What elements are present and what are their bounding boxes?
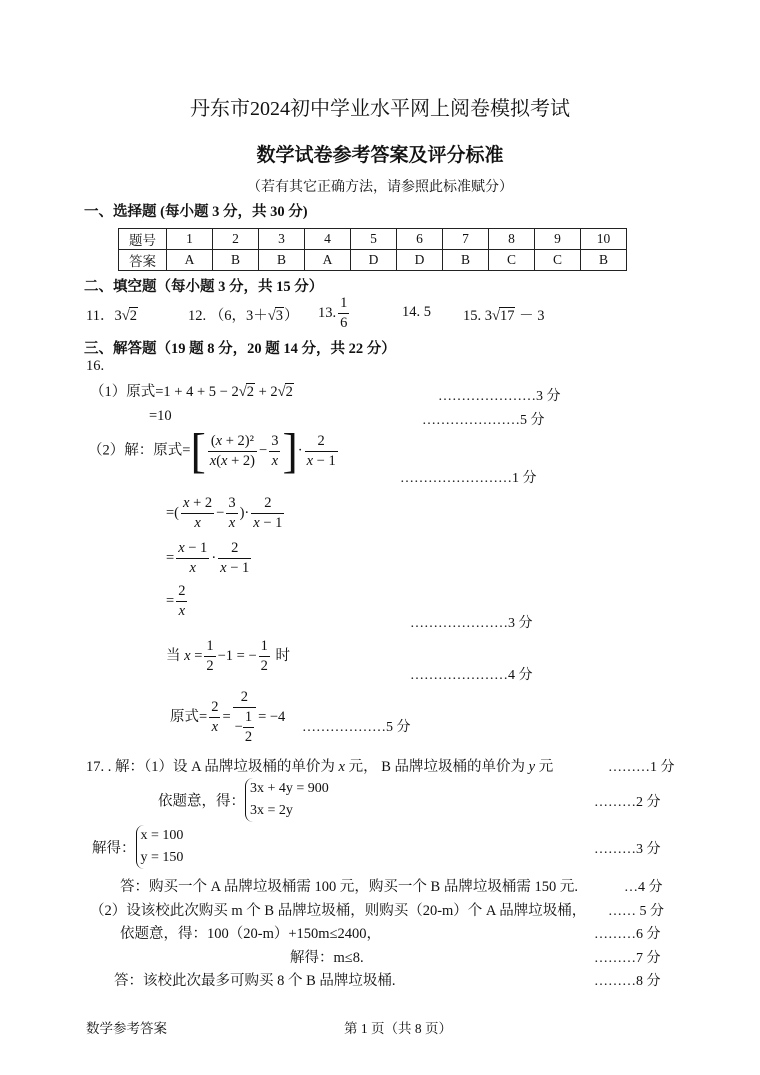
section-1-heading: 一、选择题 (每小题 3 分，共 30 分) xyxy=(84,204,308,220)
fraction: $\frac{1}{2}$ xyxy=(206,638,214,674)
page-title: 丹东市2024初中学业水平网上阅卷模拟考试 xyxy=(190,98,570,120)
q16-part1-result: =10 xyxy=(149,408,172,424)
q16-part2-line2: =( $\frac{x + 2}{x}$ − $\frac{3}{x}$ )· $\frac{2}{x - 1}$ xyxy=(166,495,283,531)
score-dots: …………………5 分 xyxy=(422,413,545,428)
table-row-numbers xyxy=(119,229,627,250)
fraction: $\frac{2}{x - 1}$ xyxy=(306,432,336,469)
score-dots: ………2 分 xyxy=(594,795,661,810)
table-cell: 9 xyxy=(535,229,581,250)
question-16-label: 16. xyxy=(86,358,105,374)
table-cell: A xyxy=(305,250,351,271)
table-cell: B xyxy=(443,250,489,271)
table-cell: 4 xyxy=(305,229,351,250)
q17-part2: （2）设该校此次购买 m 个 B 品牌垃圾桶，则购买（20-m）个 A 品牌垃圾桶， xyxy=(90,903,587,919)
table-cell: B xyxy=(581,250,627,271)
score-dots: …………………3 分 xyxy=(438,389,561,404)
q17-solution: 解得： x = 100 y = 150 xyxy=(92,825,183,869)
q16-part2-line1: （2）解：原式=[ $\frac{\text{(x + 2)²}}{x(x + 2)}$ − $\frac{3}{x}$ ]· $\frac{2}{x - 1}$ xyxy=(88,423,336,478)
score-dots: ……………………1 分 xyxy=(400,471,537,486)
q17-solve: 解得：m≤8. xyxy=(290,950,364,966)
table-cell: C xyxy=(489,250,535,271)
q16-part2-when: 当 x = $\frac{1}{2}$ −1 = − $\frac{1}{2}$ 时 xyxy=(166,638,291,674)
table-cell: 2 xyxy=(213,229,259,250)
row-label-number: 题号 xyxy=(119,229,167,250)
q16-part2-line3: = $\frac{x - 1}{x}$ · $\frac{2}{x - 1}$ xyxy=(166,540,250,576)
table-cell: 7 xyxy=(443,229,489,250)
solution-system: x = 100 y = 150 xyxy=(136,825,184,869)
fraction: $\frac{\text{(x + 2)²}}{x(x + 2)}$ xyxy=(209,432,255,469)
q17-inequality: 依题意，得：100（20-m）+150m≤2400， xyxy=(120,926,382,942)
table-cell: D xyxy=(351,250,397,271)
answer-11: 11．3√2 xyxy=(86,308,137,324)
section-3-heading: 三、解答题（19 题 8 分，20 题 14 分，共 22 分） xyxy=(84,341,396,357)
table-cell: 10 xyxy=(581,229,627,250)
equation-system: 3x + 4y = 900 3x = 2y xyxy=(245,778,329,822)
fraction: $\frac{1}{6}$ xyxy=(340,295,348,331)
q16-part1-line1: （1）原式=1 + 4 + 5 − 2√2 + 2√2 xyxy=(90,384,293,400)
q17-answer1: 答：购买一个 A 品牌垃圾桶需 100 元，购买一个 B 品牌垃圾桶需 150 元. xyxy=(120,879,578,895)
table-cell: A xyxy=(167,250,213,271)
footer-left: 数学参考答案 xyxy=(86,1021,167,1036)
page-subtitle: 数学试卷参考答案及评分标准 xyxy=(256,145,504,166)
table-cell: 6 xyxy=(397,229,443,250)
page-number: 第 1 页（共 8 页） xyxy=(344,1021,452,1036)
fraction: 2 − $\frac{1}{2}$ xyxy=(233,688,256,747)
table-cell: B xyxy=(259,250,305,271)
fraction: $\frac{2}{x - 1}$ xyxy=(253,495,283,531)
table-cell: 3 xyxy=(259,229,305,250)
table-cell: B xyxy=(213,250,259,271)
table-cell: 1 xyxy=(167,229,213,250)
fraction: $\frac{2}{x}$ xyxy=(178,583,186,619)
score-dots: …………………3 分 xyxy=(410,616,533,631)
score-dots: ………………5 分 xyxy=(302,720,411,735)
answer-12: 12. （6，3＋√3） xyxy=(188,308,299,324)
fraction: $\frac{3}{x}$ xyxy=(228,495,236,531)
score-dots: …4 分 xyxy=(624,880,663,895)
table-row-answers xyxy=(119,250,627,271)
answer-14: 14. 5 xyxy=(402,304,431,320)
table-cell: D xyxy=(397,250,443,271)
section-2-heading: 二、填空题（每小题 3 分，共 15 分） xyxy=(84,279,324,295)
fraction: $\frac{1}{2}$ xyxy=(260,638,268,674)
table-cell: 5 xyxy=(351,229,397,250)
fraction: $\frac{2}{x}$ xyxy=(211,699,219,735)
score-dots: ………1 分 xyxy=(608,760,675,775)
answer-table xyxy=(118,228,627,271)
table-cell: 8 xyxy=(489,229,535,250)
scoring-note: （若有其它正确方法，请参照此标准赋分） xyxy=(247,180,513,195)
q16-part2-line4: = $\frac{2}{x}$ xyxy=(166,583,186,619)
fraction: $\frac{x + 2}{x}$ xyxy=(183,495,213,531)
q17-system: 依题意，得： 3x + 4y = 900 3x = 2y xyxy=(158,778,329,822)
score-dots: ………7 分 xyxy=(594,951,661,966)
fraction: $\frac{x - 1}{x}$ xyxy=(178,540,208,576)
score-dots: ………3 分 xyxy=(594,842,661,857)
q16-part2-final: 原式= $\frac{2}{x}$ = 2 − $\frac{1}{2}$ = −4 xyxy=(170,689,286,745)
q17-line1: 17. . 解：（1）设 A 品牌垃圾桶的单价为 x 元， B 品牌垃圾桶的单价为 y 元 xyxy=(86,759,554,775)
q17-answer2: 答：该校此次最多可购买 8 个 B 品牌垃圾桶. xyxy=(114,973,396,989)
score-dots: …………………4 分 xyxy=(410,668,533,683)
score-dots: ………6 分 xyxy=(594,927,661,942)
answer-15: 15. 3√17 － 3 xyxy=(463,308,545,324)
score-dots: ………8 分 xyxy=(594,974,661,989)
answer-13: 13. $\frac{1}{6}$ xyxy=(318,295,348,331)
score-dots: …… 5 分 xyxy=(608,904,664,919)
table-cell: C xyxy=(535,250,581,271)
fraction: $\frac{2}{x - 1}$ xyxy=(220,540,250,576)
fraction: $\frac{3}{x}$ xyxy=(271,432,279,469)
row-label-answer: 答案 xyxy=(119,250,167,271)
